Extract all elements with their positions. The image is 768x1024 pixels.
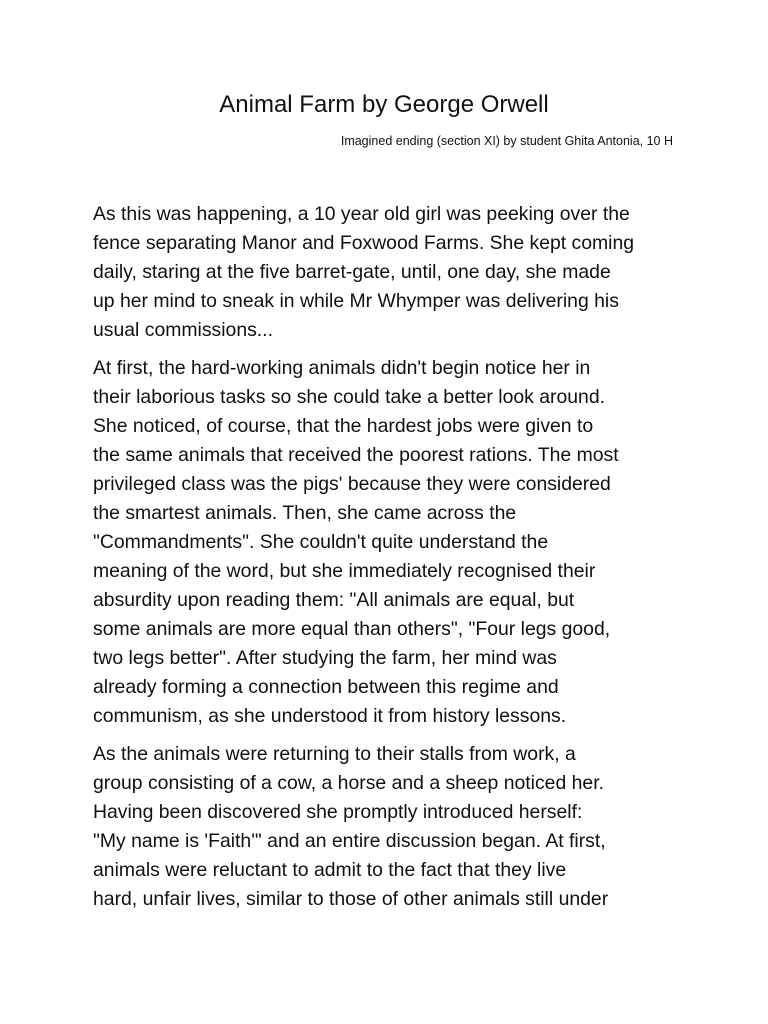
document-title: Animal Farm by George Orwell: [219, 91, 549, 118]
text-line: the smartest animals. Then, she came across the: [93, 502, 517, 524]
text-line: their laborious tasks so she could take a better look around.: [93, 386, 605, 408]
text-line: the same animals that received the poorest rations. The most: [93, 444, 619, 466]
paragraph-1: [93, 200, 693, 345]
text-line: At first, the hard-working animals didn't begin notice her in: [93, 357, 591, 379]
text-line: As this was happening, a 10 year old girl was peeking over the: [93, 203, 630, 225]
text-line: usual commissions...: [93, 319, 273, 341]
text-line: Having been discovered she promptly introduced herself:: [93, 801, 583, 823]
text-line: some animals are more equal than others", "Four legs good,: [93, 618, 611, 640]
text-line: As the animals were returning to their stalls from work, a: [93, 743, 576, 765]
document-subtitle: Imagined ending (section XI) by student Ghita Antonia, 10 H: [340, 134, 673, 148]
text-line: group consisting of a cow, a horse and a sheep noticed her.: [93, 772, 604, 794]
text-line: daily, staring at the five barret-gate, until, one day, she made: [93, 261, 611, 283]
text-line: absurdity upon reading them: "All animals are equal, but: [93, 589, 575, 611]
text-line: communism, as she understood it from history lessons.: [93, 705, 567, 727]
text-line: up her mind to sneak in while Mr Whymper was delivering his: [93, 290, 619, 312]
text-line: already forming a connection between this regime and: [93, 676, 559, 698]
paragraph-2: [93, 354, 693, 731]
text-line: two legs better". After studying the farm, her mind was: [93, 647, 557, 669]
text-line: animals were reluctant to admit to the fact that they live: [93, 859, 567, 881]
document-body: [93, 200, 693, 923]
text-line: fence separating Manor and Foxwood Farms. She kept coming: [93, 232, 635, 254]
paragraph-3: [93, 740, 693, 914]
text-line: meaning of the word, but she immediately recognised their: [93, 560, 596, 582]
text-line: She noticed, of course, that the hardest jobs were given to: [93, 415, 594, 437]
text-line: "My name is 'Faith'" and an entire discussion began. At first,: [93, 830, 606, 852]
text-line: hard, unfair lives, similar to those of other animals still under: [93, 888, 609, 910]
text-line: "Commandments". She couldn't quite understand the: [93, 531, 549, 553]
text-line: privileged class was the pigs' because they were considered: [93, 473, 611, 495]
